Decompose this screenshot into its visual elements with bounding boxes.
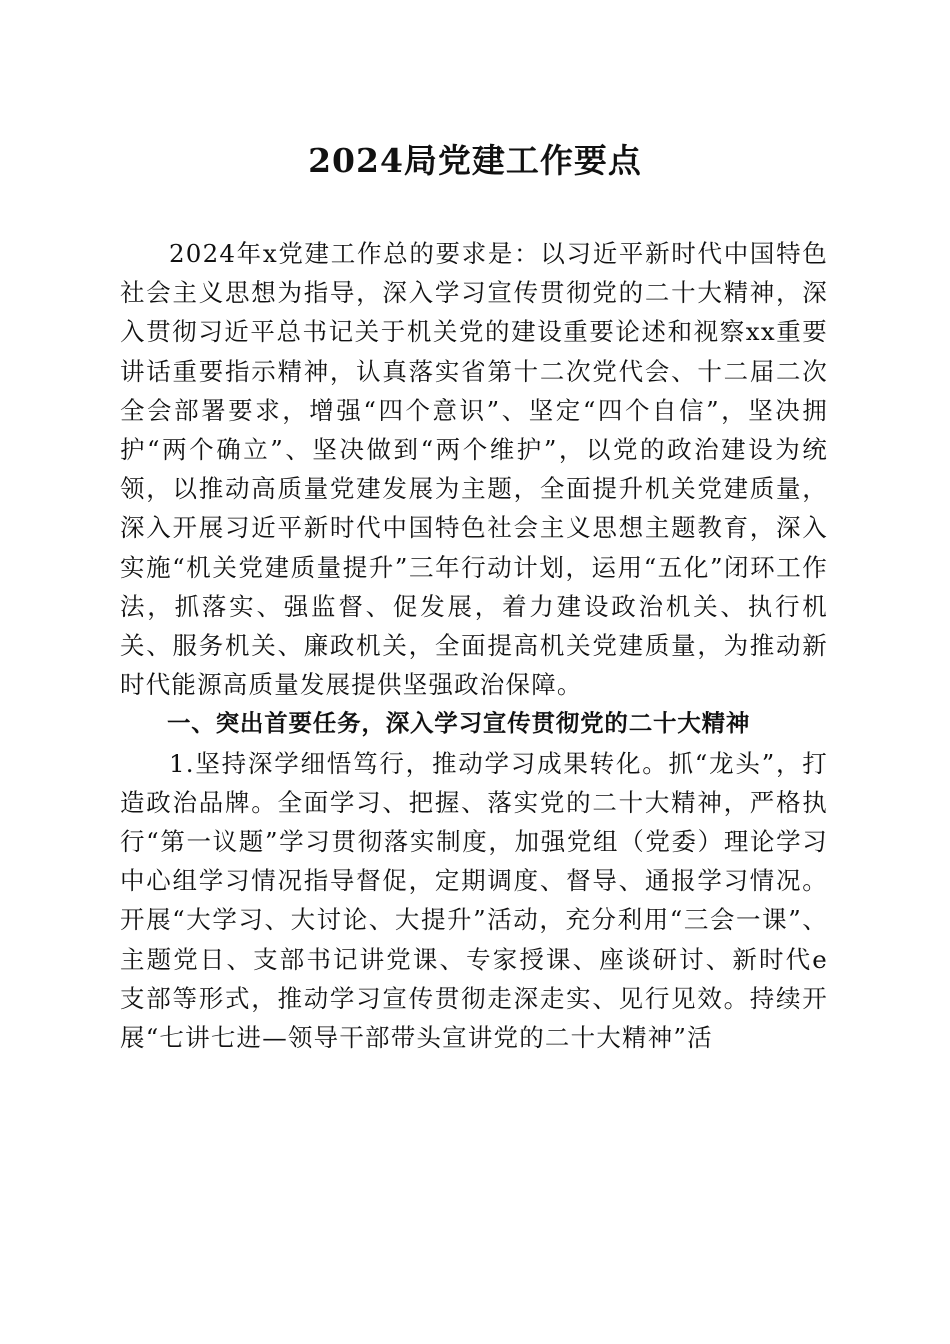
item-paragraph-1: 1.坚持深学细悟笃行，推动学习成果转化。抓“龙头”，打造政治品牌。全面学习、把握、落实党的二十大精神，严格执行“第一议题”学习贯彻落实制度，加强党组（党委）理论学习中心组学习情况指导督促，定期调度、督导、通报学习情况。开展“大学习、大讨论、大提升”活动，充分利用“三会一课”、主题党日、支部书记讲党课、专家授课、座谈研讨、新时代e支部等形式，推动学习宣传贯彻走深走实、见行见效。持续开展“七讲七进—领导干部带头宣讲党的二十大精神”活 [120, 748, 828, 1053]
document-title: 2024局党建工作要点 [308, 141, 642, 180]
section-heading-1: 一、突出首要任务，深入学习宣传贯彻党的二十大精神 [167, 709, 751, 738]
document-body [120, 234, 828, 1057]
intro-paragraph: 2024年x党建工作总的要求是：以习近平新时代中国特色社会主义思想为指导，深入学习宣传贯彻党的二十大精神，深入贯彻习近平总书记关于机关党的建设重要论述和视察xx重要讲话重要指示精神，认真落实省第十二次党代会、十二届二次全会部署要求，增强“四个意识”、坚定“四个自信”，坚决拥护“两个确立”、坚决做到“两个维护”，以党的政治建设为统领，以推动高质量党建发展为主题，全面提升机关党建质量，深入开展习近平新时代中国特色社会主义思想主题教育，深入实施“机关党建质量提升”三年行动计划，运用“五化”闭环工作法，抓落实、强监督、促发展，着力建设政治机关、执行机关、服务机关、廉政机关，全面提高机关党建质量，为推动新时代能源高质量发展提供坚强政治保障。 [120, 239, 828, 700]
